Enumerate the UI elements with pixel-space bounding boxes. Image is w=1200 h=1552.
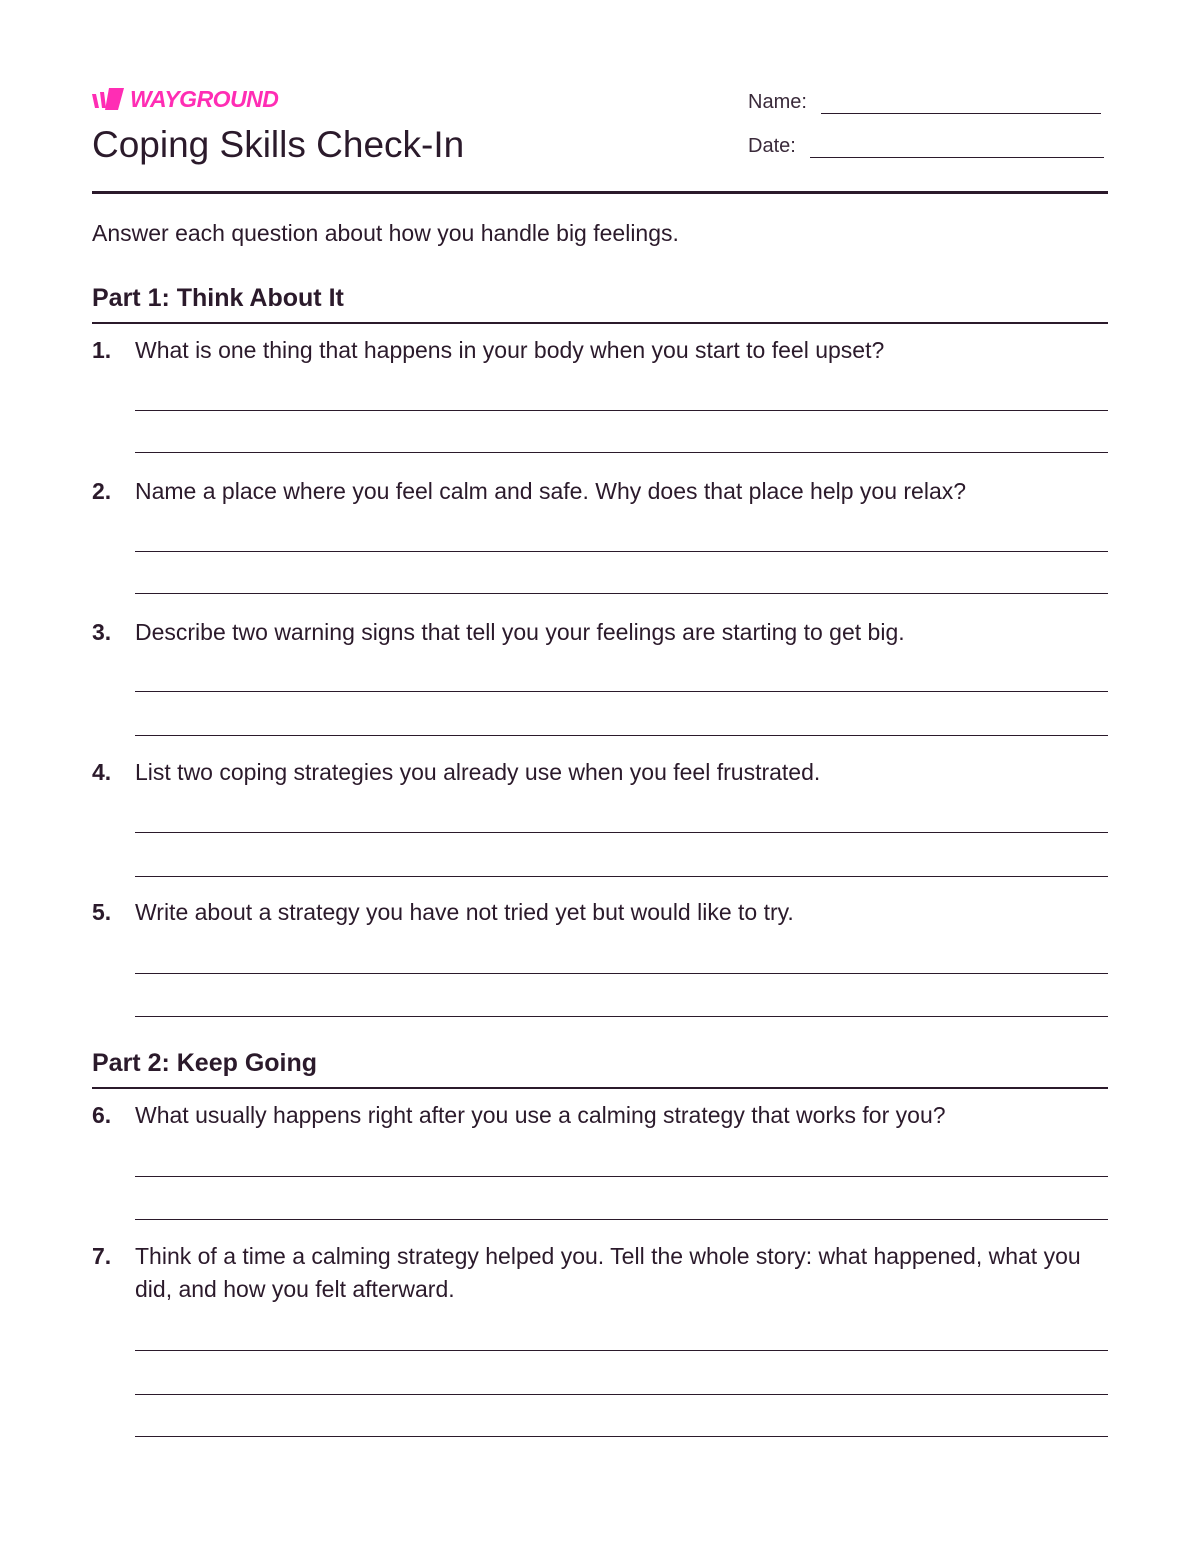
question-number: 1. [92, 337, 112, 363]
page-title: Coping Skills Check-In [92, 124, 465, 165]
answer-line[interactable] [135, 876, 1108, 877]
brand-name: WAYGROUND [130, 86, 279, 112]
answer-line[interactable] [135, 1394, 1108, 1395]
wayground-logo-icon [92, 88, 124, 110]
answer-line[interactable] [135, 410, 1108, 411]
answer-line[interactable] [135, 691, 1108, 692]
answer-line[interactable] [135, 1219, 1108, 1220]
question-text: What is one thing that happens in your body when you start to feel upset? [135, 337, 885, 363]
answer-line[interactable] [135, 1176, 1108, 1177]
date-field [748, 134, 1104, 158]
answer-line[interactable] [135, 735, 1108, 736]
answer-line[interactable] [135, 1436, 1108, 1437]
answer-line[interactable] [135, 593, 1108, 594]
question-number: 7. [92, 1243, 112, 1269]
date-blank[interactable] [810, 135, 1104, 158]
question-number: 5. [92, 899, 112, 925]
question-text: Write about a strategy you have not tried yet but would like to try. [135, 899, 794, 925]
date-label: Date: [748, 135, 796, 157]
question-number: 2. [92, 478, 112, 504]
question-number: 4. [92, 759, 112, 785]
worksheet-page [92, 0, 1108, 1552]
question-number: 3. [92, 619, 112, 645]
header-divider [92, 191, 1108, 194]
answer-line[interactable] [135, 452, 1108, 453]
part-2-heading: Part 2: Keep Going [92, 1047, 1108, 1089]
name-blank[interactable] [821, 91, 1101, 114]
brand [92, 86, 278, 112]
question-text: Think of a time a calming strategy helped you. Tell the whole story: what happened, what you did, and how you felt afterward. [135, 1243, 1081, 1302]
question-text: Describe two warning signs that tell you your feelings are starting to get big. [135, 619, 905, 645]
part-1-heading: Part 1: Think About It [92, 282, 1108, 324]
answer-line[interactable] [135, 551, 1108, 552]
answer-line[interactable] [135, 1350, 1108, 1351]
answer-line[interactable] [135, 973, 1108, 974]
answer-line[interactable] [135, 1016, 1108, 1017]
question-number: 6. [92, 1102, 112, 1128]
instructions: Answer each question about how you handle big feelings. [92, 220, 679, 246]
question-text: Name a place where you feel calm and safe. Why does that place help you relax? [135, 478, 967, 504]
question-text: List two coping strategies you already use when you feel frustrated. [135, 759, 821, 785]
question-text: What usually happens right after you use a calming strategy that works for you? [135, 1102, 946, 1128]
name-field [748, 90, 1101, 114]
answer-line[interactable] [135, 832, 1108, 833]
name-label: Name: [748, 91, 807, 113]
